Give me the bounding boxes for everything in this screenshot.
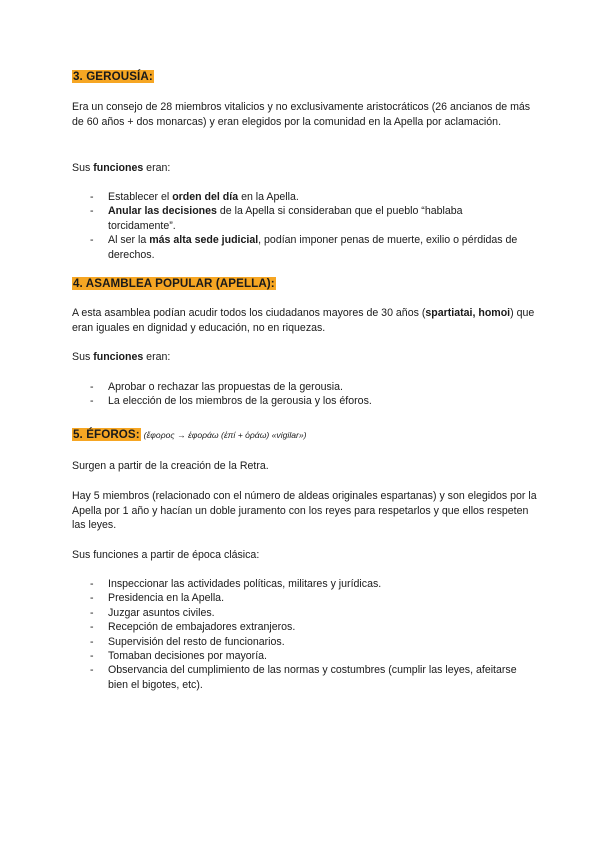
list-item: - Observancia del cumplimiento de las normas y costumbres (cumplir las leyes, afeitarse bien el bigotes, etc). bbox=[90, 663, 530, 692]
eforos-functions-label: Sus funciones a partir de época clásica: bbox=[72, 549, 260, 561]
section-heading-apella bbox=[72, 277, 542, 292]
list-item: - La elección de los miembros de la gerousia y los éforos. bbox=[90, 394, 530, 408]
section-heading-gerousia bbox=[72, 70, 542, 85]
eforos-function-list bbox=[90, 577, 530, 692]
section-heading-eforos bbox=[72, 428, 542, 443]
gerousia-functions-label: Sus funciones eran: bbox=[72, 162, 171, 174]
list-item: - Al ser la más alta sede judicial, podían imponer penas de muerte, exilio o pérdidas de derechos. bbox=[90, 233, 530, 262]
gerousia-function-list bbox=[90, 190, 530, 262]
heading-highlight: 3. GEROUSÍA: bbox=[73, 70, 153, 83]
list-item: - Presidencia en la Apella. bbox=[90, 591, 530, 605]
list-item: - Anular las decisiones de la Apella si consideraban que el pueblo “hablaba torcidamente”. bbox=[90, 204, 530, 233]
list-item: - Juzgar asuntos civiles. bbox=[90, 606, 530, 620]
apella-intro: A esta asamblea podían acudir todos los ciudadanos mayores de 30 años (spartiatai, homoi) que eran iguales en dignidad y educación, no en riquezas. bbox=[72, 307, 535, 334]
list-item: - Aprobar o rechazar las propuestas de la gerousia. bbox=[90, 380, 530, 394]
apella-function-list bbox=[90, 380, 530, 409]
eforos-members: Hay 5 miembros (relacionado con el número de aldeas originales espartanas) y son elegidos por la Apella por 1 año y hacían un doble juramento con los reyes para respetarlos y que ellos respeten las leyes. bbox=[72, 490, 537, 532]
list-item: - Establecer el orden del día en la Apella. bbox=[90, 190, 530, 204]
gerousia-intro: Era un consejo de 28 miembros vitalicios y no exclusivamente aristocráticos (26 ancianos de más de 60 años + dos monarcas) y eran elegidos por la comunidad en la Apella por aclamación. bbox=[72, 101, 531, 128]
list-item: - Supervisión del resto de funcionarios. bbox=[90, 635, 530, 649]
heading-highlight: 4. ASAMBLEA POPULAR (APELLA): bbox=[73, 277, 275, 290]
list-item: - Recepción de embajadores extranjeros. bbox=[90, 620, 530, 634]
heading-highlight: 5. ÉFOROS: bbox=[73, 428, 140, 441]
eforos-origin: Surgen a partir de la creación de la Retra. bbox=[72, 460, 269, 472]
etymology-note: (ἔφορος → ἐφοράω (ἐπί + ὁράω) «vigilar») bbox=[143, 430, 307, 440]
list-item: - Inspeccionar las actividades políticas, militares y jurídicas. bbox=[90, 577, 530, 591]
apella-functions-label: Sus funciones eran: bbox=[72, 351, 171, 363]
list-item: - Tomaban decisiones por mayoría. bbox=[90, 649, 530, 663]
